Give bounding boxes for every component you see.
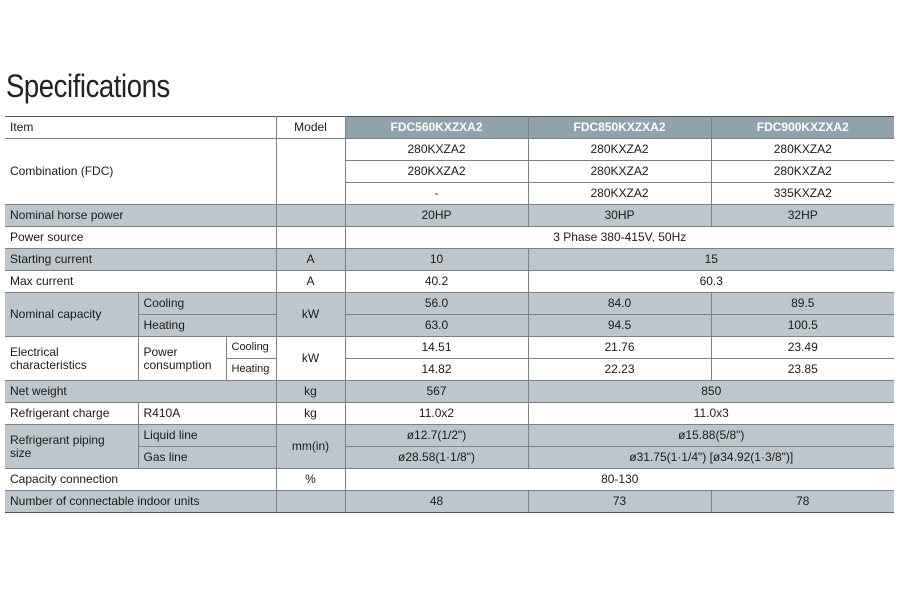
combination-cell: - (345, 183, 528, 205)
value-cell: 850 (528, 381, 894, 403)
row-label: Capacity connection (5, 469, 276, 491)
row-label: Refrigerant charge (5, 403, 138, 425)
sub-label: Cooling (226, 337, 276, 359)
value-cell: 48 (345, 491, 528, 513)
power-consumption-label (138, 337, 226, 381)
starting-current-row (5, 249, 894, 271)
row-label: Starting current (5, 249, 276, 271)
max-current-row (5, 271, 894, 293)
electrical-cooling-row (5, 337, 894, 359)
specifications-table (5, 116, 894, 513)
combination-unit (276, 139, 345, 205)
row-label: Max current (5, 271, 276, 293)
electrical-label-line: Electrical (10, 344, 59, 359)
electrical-label-line: characteristics (10, 357, 87, 372)
value-cell: ø31.75(1·1/4") [ø34.92(1·3/8")] (528, 447, 894, 469)
value-cell: ø15.88(5/8") (528, 425, 894, 447)
value-cell: 15 (528, 249, 894, 271)
refrigerant-charge-row (5, 403, 894, 425)
value-cell: 84.0 (528, 293, 711, 315)
value-cell: 32HP (711, 205, 894, 227)
value-cell: 23.49 (711, 337, 894, 359)
value-cell: 567 (345, 381, 528, 403)
value-cell: 10 (345, 249, 528, 271)
unit-cell (276, 227, 345, 249)
value-cell: ø28.58(1·1/8") (345, 447, 528, 469)
sub-label: Cooling (138, 293, 276, 315)
nominal-capacity-cooling-row (5, 293, 894, 315)
piping-gas-row (5, 447, 894, 469)
piping-label-line: Refrigerant piping (10, 432, 105, 447)
unit-cell: A (276, 249, 345, 271)
power-consumption-line: consumption (143, 357, 212, 372)
capacity-connection-row (5, 469, 894, 491)
unit-cell: kW (276, 293, 345, 337)
unit-cell: kg (276, 381, 345, 403)
row-label: Power source (5, 227, 276, 249)
indoor-units-row (5, 491, 894, 513)
combination-cell: 280KXZA2 (528, 183, 711, 205)
value-cell: 89.5 (711, 293, 894, 315)
value-cell: 60.3 (528, 271, 894, 293)
net-weight-row (5, 381, 894, 403)
value-cell: 63.0 (345, 315, 528, 337)
value-cell: 11.0x2 (345, 403, 528, 425)
model-column-2: FDC850KXZXA2 (528, 117, 711, 139)
nominal-horse-power-row (5, 205, 894, 227)
combination-label: Combination (FDC) (5, 139, 276, 205)
piping-label (5, 425, 138, 469)
combination-cell: 335KXZA2 (711, 183, 894, 205)
item-header: Item (5, 117, 276, 139)
sub-label: Gas line (138, 447, 276, 469)
value-cell: 22.23 (528, 359, 711, 381)
value-cell: 73 (528, 491, 711, 513)
row-label: Nominal capacity (5, 293, 138, 337)
unit-cell: A (276, 271, 345, 293)
value-cell: ø12.7(1/2") (345, 425, 528, 447)
value-cell: 30HP (528, 205, 711, 227)
value-cell: 56.0 (345, 293, 528, 315)
unit-cell: % (276, 469, 345, 491)
model-column-3: FDC900KXZXA2 (711, 117, 894, 139)
piping-label-line: size (10, 445, 32, 460)
combination-cell: 280KXZA2 (345, 161, 528, 183)
nominal-capacity-heating-row (5, 315, 894, 337)
power-source-row (5, 227, 894, 249)
row-label: Number of connectable indoor units (5, 491, 276, 513)
value-cell: 40.2 (345, 271, 528, 293)
unit-cell (276, 491, 345, 513)
value-cell: 11.0x3 (528, 403, 894, 425)
combination-cell: 280KXZA2 (711, 161, 894, 183)
page-title: Specifications (6, 68, 170, 104)
value-cell: 78 (711, 491, 894, 513)
model-column-1: FDC560KXZXA2 (345, 117, 528, 139)
sub-label: R410A (138, 403, 276, 425)
value-cell: 3 Phase 380-415V, 50Hz (345, 227, 894, 249)
row-label: Nominal horse power (5, 205, 276, 227)
sub-label: Heating (138, 315, 276, 337)
unit-cell: kg (276, 403, 345, 425)
combination-cell: 280KXZA2 (345, 139, 528, 161)
electrical-label (5, 337, 138, 381)
sub-label: Heating (226, 359, 276, 381)
combination-cell: 280KXZA2 (528, 161, 711, 183)
value-cell: 23.85 (711, 359, 894, 381)
model-header: Model (276, 117, 345, 139)
value-cell: 21.76 (528, 337, 711, 359)
unit-cell: kW (276, 337, 345, 381)
row-label: Net weight (5, 381, 276, 403)
unit-cell (276, 205, 345, 227)
power-consumption-line: Power (143, 344, 178, 359)
combination-row-1 (5, 139, 894, 161)
combination-cell: 280KXZA2 (528, 139, 711, 161)
value-cell: 14.82 (345, 359, 528, 381)
value-cell: 14.51 (345, 337, 528, 359)
value-cell: 94.5 (528, 315, 711, 337)
value-cell: 100.5 (711, 315, 894, 337)
piping-liquid-row (5, 425, 894, 447)
value-cell: 80-130 (345, 469, 894, 491)
table-header-row (5, 117, 894, 139)
combination-cell: 280KXZA2 (711, 139, 894, 161)
sub-label: Liquid line (138, 425, 276, 447)
value-cell: 20HP (345, 205, 528, 227)
unit-cell: mm(in) (276, 425, 345, 469)
